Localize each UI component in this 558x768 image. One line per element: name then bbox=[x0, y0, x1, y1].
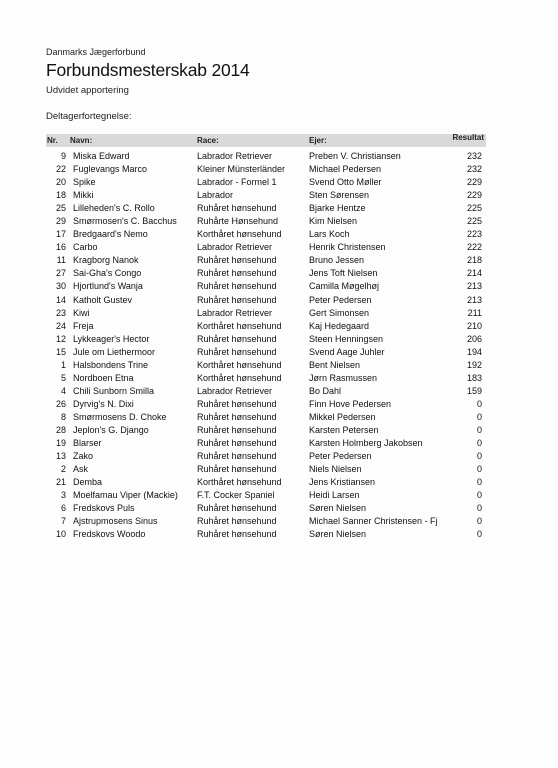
cell-result: 0 bbox=[476, 503, 482, 514]
table-row bbox=[46, 294, 486, 307]
table-row bbox=[46, 437, 486, 450]
cell-nr: 15 bbox=[55, 346, 66, 357]
cell-nr: 28 bbox=[55, 424, 66, 435]
cell-name: Fuglevangs Marco bbox=[73, 164, 148, 175]
cell-race: Ruhåret hønsehund bbox=[197, 346, 277, 357]
section-heading: Deltagerfortegnelse: bbox=[46, 111, 132, 122]
cell-result: 229 bbox=[466, 190, 482, 201]
cell-nr: 3 bbox=[60, 490, 66, 501]
cell-name: Kragborg Nanok bbox=[73, 255, 139, 266]
cell-race: Korthåret hønsehund bbox=[197, 320, 282, 331]
cell-nr: 26 bbox=[55, 398, 66, 409]
cell-race: Korthåret hønsehund bbox=[197, 359, 282, 370]
table-row bbox=[46, 489, 486, 502]
cell-result: 225 bbox=[466, 216, 482, 227]
cell-result: 183 bbox=[466, 372, 482, 383]
cell-owner: Bjarke Hentze bbox=[309, 203, 366, 214]
cell-nr: 29 bbox=[55, 216, 66, 227]
table-row bbox=[46, 150, 486, 163]
cell-result: 222 bbox=[466, 242, 482, 253]
cell-race: Labrador Retriever bbox=[197, 151, 273, 161]
cell-nr: 10 bbox=[55, 529, 66, 540]
cell-race: Labrador Retriever bbox=[197, 307, 273, 318]
cell-owner: Bent Nielsen bbox=[309, 359, 361, 370]
table-row bbox=[46, 424, 486, 437]
cell-name: Kiwi bbox=[73, 307, 90, 318]
cell-owner: Camilla Møgelhøj bbox=[309, 281, 380, 292]
cell-result: 229 bbox=[466, 177, 482, 188]
cell-race: Ruhåret hønsehund bbox=[197, 398, 277, 409]
cell-nr: 24 bbox=[55, 320, 66, 331]
table-row bbox=[46, 320, 486, 333]
cell-nr: 20 bbox=[55, 177, 66, 188]
cell-owner: Lars Koch bbox=[309, 229, 350, 240]
column-header-result: Resultat bbox=[452, 133, 484, 142]
table-row bbox=[46, 359, 486, 372]
cell-nr: 4 bbox=[60, 385, 66, 396]
cell-race: Ruhåret hønsehund bbox=[197, 268, 277, 279]
cell-owner: Heidi Larsen bbox=[309, 490, 360, 501]
table-row bbox=[46, 176, 486, 189]
cell-result: 0 bbox=[476, 529, 482, 540]
cell-owner: Mikkel Pedersen bbox=[309, 411, 376, 422]
cell-owner: Sten Sørensen bbox=[309, 190, 370, 201]
cell-name: Lilleheden's C. Rollo bbox=[73, 203, 155, 214]
cell-owner: Søren Nielsen bbox=[309, 503, 367, 514]
cell-result: 232 bbox=[466, 164, 482, 175]
cell-nr: 14 bbox=[55, 294, 66, 305]
cell-nr: 12 bbox=[55, 333, 66, 344]
table-row bbox=[46, 463, 486, 476]
cell-race: Ruhåret hønsehund bbox=[197, 438, 277, 449]
cell-race: Labrador - Formel 1 bbox=[197, 177, 277, 188]
table-row bbox=[46, 267, 486, 280]
cell-race: Ruhåret hønsehund bbox=[197, 255, 277, 266]
cell-owner: Svend Aage Juhler bbox=[309, 346, 385, 357]
cell-result: 0 bbox=[476, 477, 482, 488]
cell-race: Ruhåret hønsehund bbox=[197, 451, 277, 462]
table-row bbox=[46, 528, 486, 541]
participants-table bbox=[46, 134, 486, 541]
table-row bbox=[46, 398, 486, 411]
cell-name: Blarser bbox=[73, 438, 102, 449]
cell-result: 218 bbox=[466, 255, 482, 266]
cell-name: Carbo bbox=[73, 242, 98, 253]
cell-name: Fredskovs Woodo bbox=[73, 529, 146, 540]
cell-owner: Jens Toft Nielsen bbox=[309, 268, 378, 279]
column-header-owner: Ejer: bbox=[309, 136, 327, 145]
cell-result: 0 bbox=[476, 438, 482, 449]
cell-owner: Karsten Petersen bbox=[309, 424, 379, 435]
cell-result: 211 bbox=[467, 307, 482, 318]
table-row bbox=[46, 215, 486, 228]
cell-race: Ruhåret hønsehund bbox=[197, 333, 277, 344]
cell-result: 225 bbox=[466, 203, 482, 214]
cell-owner: Gert Simonsen bbox=[309, 307, 370, 318]
table-row bbox=[46, 241, 486, 254]
cell-name: Fredskovs Puls bbox=[73, 503, 135, 514]
organization-name: Danmarks Jægerforbund bbox=[46, 47, 146, 57]
cell-nr: 1 bbox=[60, 359, 66, 370]
cell-name: Miska Edward bbox=[73, 151, 130, 161]
table-row bbox=[46, 307, 486, 320]
cell-result: 210 bbox=[466, 320, 482, 331]
column-header-race: Race: bbox=[197, 136, 219, 145]
page-subtitle: Udvidet apportering bbox=[46, 85, 129, 96]
table-row bbox=[46, 411, 486, 424]
cell-owner: Henrik Christensen bbox=[309, 242, 386, 253]
cell-result: 0 bbox=[476, 464, 482, 475]
cell-race: Korthåret hønsehund bbox=[197, 477, 282, 488]
cell-owner: Preben V. Christiansen bbox=[309, 151, 401, 161]
cell-owner: Jens Kristiansen bbox=[309, 477, 376, 488]
cell-nr: 5 bbox=[60, 372, 66, 383]
cell-name: Freja bbox=[73, 320, 94, 331]
cell-name: Moelfamau Viper (Mackie) bbox=[73, 490, 178, 501]
cell-owner: Finn Hove Pedersen bbox=[309, 398, 392, 409]
cell-name: Jeplon's G. Django bbox=[73, 424, 149, 435]
cell-result: 192 bbox=[466, 359, 482, 370]
cell-nr: 18 bbox=[55, 190, 66, 201]
cell-result: 159 bbox=[466, 385, 482, 396]
table-row bbox=[46, 346, 486, 359]
table-row bbox=[46, 228, 486, 241]
cell-name: Ajstrupmosens Sinus bbox=[73, 516, 158, 527]
column-header-name: Navn: bbox=[70, 136, 93, 145]
cell-nr: 25 bbox=[55, 203, 66, 214]
cell-race: Labrador bbox=[197, 190, 234, 201]
cell-name: Bredgaard's Nemo bbox=[73, 229, 148, 240]
cell-nr: 11 bbox=[56, 255, 66, 266]
cell-result: 206 bbox=[466, 333, 482, 344]
cell-nr: 23 bbox=[55, 307, 66, 318]
table-row bbox=[46, 515, 486, 528]
column-header-nr: Nr. bbox=[47, 136, 58, 145]
cell-owner: Bo Dahl bbox=[309, 385, 342, 396]
cell-owner: Michael Pedersen bbox=[309, 164, 382, 175]
cell-nr: 16 bbox=[55, 242, 66, 253]
cell-race: Ruhåret hønsehund bbox=[197, 294, 277, 305]
cell-name: Zako bbox=[73, 451, 94, 462]
table-row bbox=[46, 450, 486, 463]
cell-owner: Peter Pedersen bbox=[309, 451, 372, 462]
cell-owner: Peter Pedersen bbox=[309, 294, 372, 305]
cell-race: Ruhåret hønsehund bbox=[197, 281, 277, 292]
cell-name: Smørmosens D. Choke bbox=[73, 411, 167, 422]
cell-nr: 21 bbox=[55, 477, 66, 488]
table-row bbox=[46, 254, 486, 267]
cell-name: Jule om Liethermoor bbox=[73, 346, 156, 357]
cell-race: Labrador Retriever bbox=[197, 385, 273, 396]
cell-race: Ruhårte Hønsehund bbox=[197, 216, 279, 227]
table-row bbox=[46, 502, 486, 515]
cell-owner: Bruno Jessen bbox=[309, 255, 365, 266]
cell-result: 0 bbox=[476, 490, 482, 501]
cell-nr: 30 bbox=[55, 281, 66, 292]
cell-nr: 6 bbox=[60, 503, 66, 514]
cell-name: Mikki bbox=[73, 190, 94, 201]
table-row bbox=[46, 385, 486, 398]
cell-name: Lykkeager's Hector bbox=[73, 333, 150, 344]
table-row bbox=[46, 280, 486, 293]
cell-name: Chili Sunborn Smilla bbox=[73, 385, 155, 396]
cell-race: Ruhåret hønsehund bbox=[197, 464, 277, 475]
cell-race: Labrador Retriever bbox=[197, 242, 273, 253]
cell-owner: Steen Henningsen bbox=[309, 333, 384, 344]
cell-result: 0 bbox=[476, 424, 482, 435]
cell-result: 0 bbox=[476, 451, 482, 462]
cell-name: Smørmosen's C. Bacchus bbox=[73, 216, 177, 227]
cell-nr: 17 bbox=[55, 229, 66, 240]
table-row bbox=[46, 163, 486, 176]
cell-name: Hjortlund's Wanja bbox=[73, 281, 143, 292]
cell-nr: 13 bbox=[55, 451, 66, 462]
cell-race: Korthåret hønsehund bbox=[197, 229, 282, 240]
cell-name: Dyrvig's N. Dixi bbox=[73, 398, 134, 409]
cell-result: 0 bbox=[476, 516, 482, 527]
cell-race: Ruhåret hønsehund bbox=[197, 529, 277, 540]
cell-owner: Niels Nielsen bbox=[309, 464, 362, 475]
cell-race: Korthåret hønsehund bbox=[197, 372, 282, 383]
cell-name: Ask bbox=[73, 464, 89, 475]
cell-result: 0 bbox=[476, 411, 482, 422]
table-row bbox=[46, 189, 486, 202]
cell-race: Ruhåret hønsehund bbox=[197, 411, 277, 422]
cell-result: 194 bbox=[466, 346, 482, 357]
table-row bbox=[46, 372, 486, 385]
table-row bbox=[46, 476, 486, 489]
cell-result: 213 bbox=[466, 281, 482, 292]
cell-name: Halsbondens Trine bbox=[73, 359, 149, 370]
cell-owner: Søren Nielsen bbox=[309, 529, 367, 540]
page-title: Forbundsmesterskab 2014 bbox=[46, 60, 250, 80]
cell-result: 214 bbox=[466, 268, 482, 279]
cell-nr: 22 bbox=[55, 164, 66, 175]
table-body bbox=[46, 150, 486, 541]
cell-race: Ruhåret hønsehund bbox=[197, 516, 277, 527]
cell-owner: Karsten Holmberg Jakobsen bbox=[309, 438, 423, 449]
cell-owner: Michael Sanner Christensen - Fj bbox=[309, 516, 438, 527]
table-header bbox=[46, 134, 486, 147]
cell-nr: 27 bbox=[55, 268, 66, 279]
cell-race: Ruhåret hønsehund bbox=[197, 424, 277, 435]
cell-name: Sai-Gha's Congo bbox=[73, 268, 142, 279]
cell-result: 0 bbox=[476, 398, 482, 409]
table-row bbox=[46, 333, 486, 346]
cell-owner: Kaj Hedegaard bbox=[309, 320, 370, 331]
cell-nr: 2 bbox=[60, 464, 66, 475]
cell-race: Ruhåret hønsehund bbox=[197, 203, 277, 214]
cell-result: 232 bbox=[466, 151, 482, 161]
cell-result: 213 bbox=[466, 294, 482, 305]
cell-race: Kleiner Münsterländer bbox=[197, 164, 286, 175]
cell-nr: 19 bbox=[55, 438, 66, 449]
cell-nr: 8 bbox=[60, 411, 66, 422]
cell-owner: Kim Nielsen bbox=[309, 216, 358, 227]
cell-owner: Jørn Rasmussen bbox=[309, 372, 378, 383]
cell-nr: 9 bbox=[60, 151, 66, 161]
cell-name: Spike bbox=[73, 177, 96, 188]
cell-owner: Svend Otto Møller bbox=[309, 177, 382, 188]
cell-name: Katholt Gustev bbox=[73, 294, 133, 305]
cell-result: 223 bbox=[466, 229, 482, 240]
cell-race: F.T. Cocker Spaniel bbox=[197, 490, 275, 501]
cell-name: Nordboen Etna bbox=[73, 372, 134, 383]
cell-nr: 7 bbox=[60, 516, 66, 527]
cell-race: Ruhåret hønsehund bbox=[197, 503, 277, 514]
cell-name: Demba bbox=[73, 477, 103, 488]
table-row bbox=[46, 202, 486, 215]
